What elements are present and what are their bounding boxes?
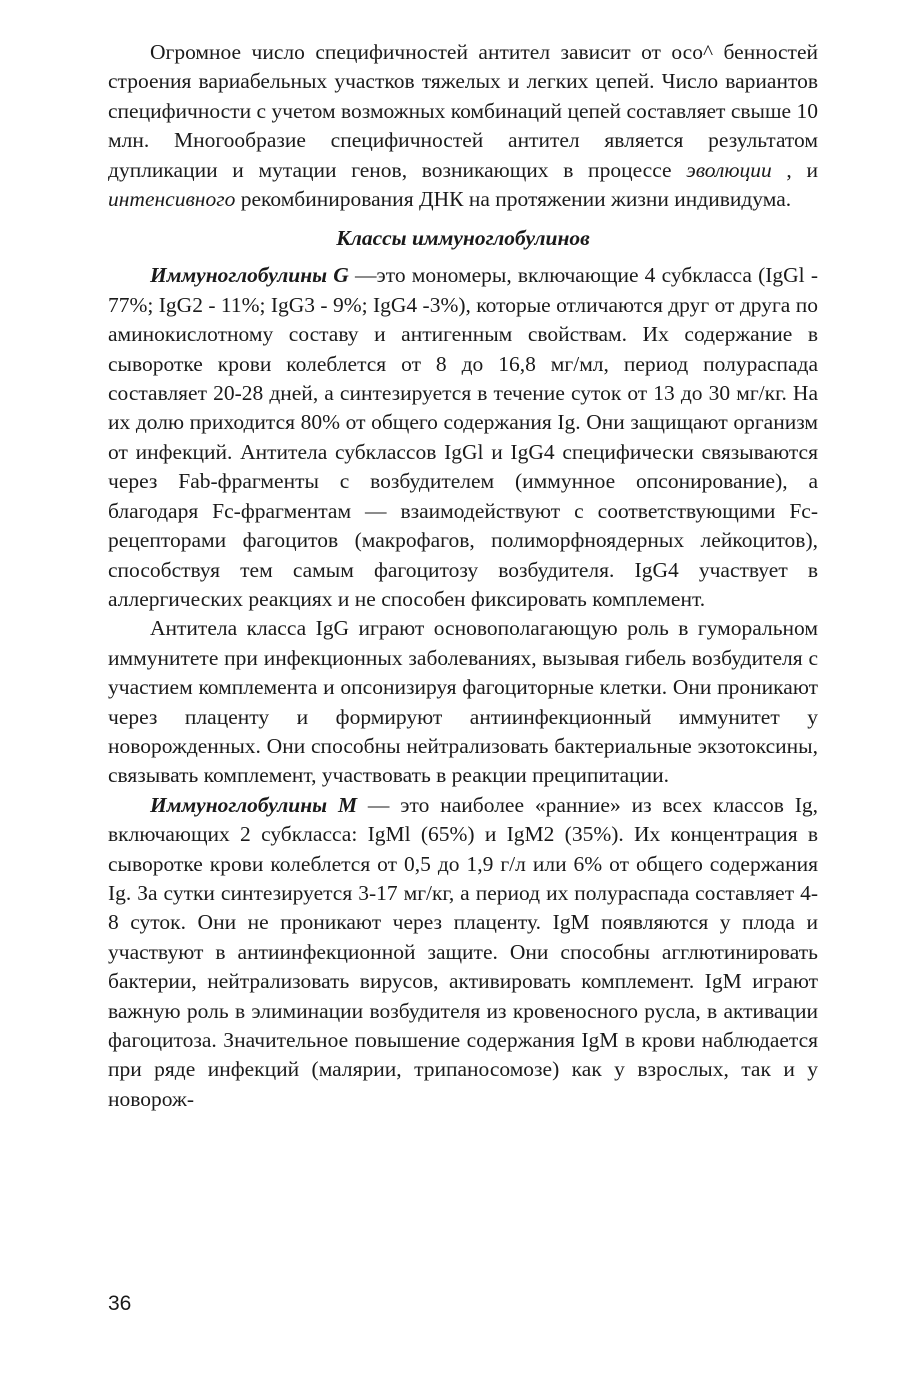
section-heading: Классы иммуноглобулинов: [336, 226, 590, 251]
page-number: 36: [108, 1292, 132, 1315]
paragraph-igg: [108, 261, 818, 614]
paragraph-text: Огромное число специфичностей антител зависит от осо^ бенностей строения вариабельных участков тяжелых и легких цепей. Число вариантов специфичности с учетом возможных комбинаций цепей составляет свыше 10 млн. Многообразие специфичностей антител является результатом дупликации и мутации генов, возникающих в процессе: [108, 40, 818, 182]
italic-term-intensive: интенсивного: [108, 187, 236, 212]
term-igm: Иммуноглобулины М: [150, 792, 358, 817]
italic-term-evolution: эволюции: [686, 157, 772, 182]
paragraph-igm: [108, 791, 818, 1114]
paragraph-text: —это мономеры, включающие 4 субкласса (IgGl - 77%; IgG2 - 11%; IgG3 - 9%; IgG4 -3%), которые отличаются друг от друга по аминокислотному составу и антигенным свойствам. Их содержание в сыворотке крови колеблется от 8 до 16,8 мг/мл, период полураспада составляет 20-28 дней, а синтезируется в течение суток от 13 до 30 мг/кг. На их долю приходится 80% от общего содержания Ig. Они защищают организм от инфекций. Антитела субклассов IgGl и IgG4 специфически связываются через Fab-фрагменты с возбудителем (иммунное опсонирование), а благодаря Fc-фрагментам — взаимодействуют с соответствующими Fc-рецепторами фагоцитов (макрофагов, полиморфноядерных лейкоцитов), способствуя тем самым фагоцитозу возбудителя. IgG4 участвует в аллергических реакциях и не способен фиксировать комплемент.: [108, 263, 818, 611]
paragraph-text: — это наиболее «ранние» из всех классов Ig, включающих 2 субкласса: IgMl (65%) и IgM2 (35%). Их концентрация в сыворотке крови колеблется от 0,5 до 1,9 г/л или 6% от общего содержания Ig. За сутки синтезируется 3-17 мг/кг, а период их полураспада составляет 4-8 суток. Они не проникают через плаценту. IgM появляются у плода и участвуют в антиинфекционной защите. Они способны агглютинировать бактерии, нейтрализовать вирусов, активировать комплемент. IgM играют важную роль в элиминации возбудителя из кровеносного русла, в активации фагоцитоза. Значительное повышение содержания IgM в крови наблюдается при ряде инфекций (малярии, трипаносомозе) как у взрослых, так и у новорож-: [108, 792, 818, 1111]
paragraph-igg-role: Антитела класса IgG играют основополагающую роль в гуморальном иммунитете при инфекционных заболеваниях, вызывая гибель возбудителя с участием комплемента и опсонизируя фагоциторные клетки. Они проникают через плаценту и формируют антиинфекционный иммунитет у новорожденных. Они способны нейтрализовать бактериальные экзотоксины, связывать комплемент, участвовать в реакции преципитации.: [108, 616, 818, 788]
paragraph-antibody-specificity: [108, 38, 818, 214]
paragraph-text: рекомбинирования ДНК на протяжении жизни индивидума.: [235, 187, 792, 212]
paragraph-text: , и: [771, 157, 818, 182]
term-igg: Иммуноглобулины G: [150, 263, 349, 288]
page-body: [108, 38, 818, 1114]
